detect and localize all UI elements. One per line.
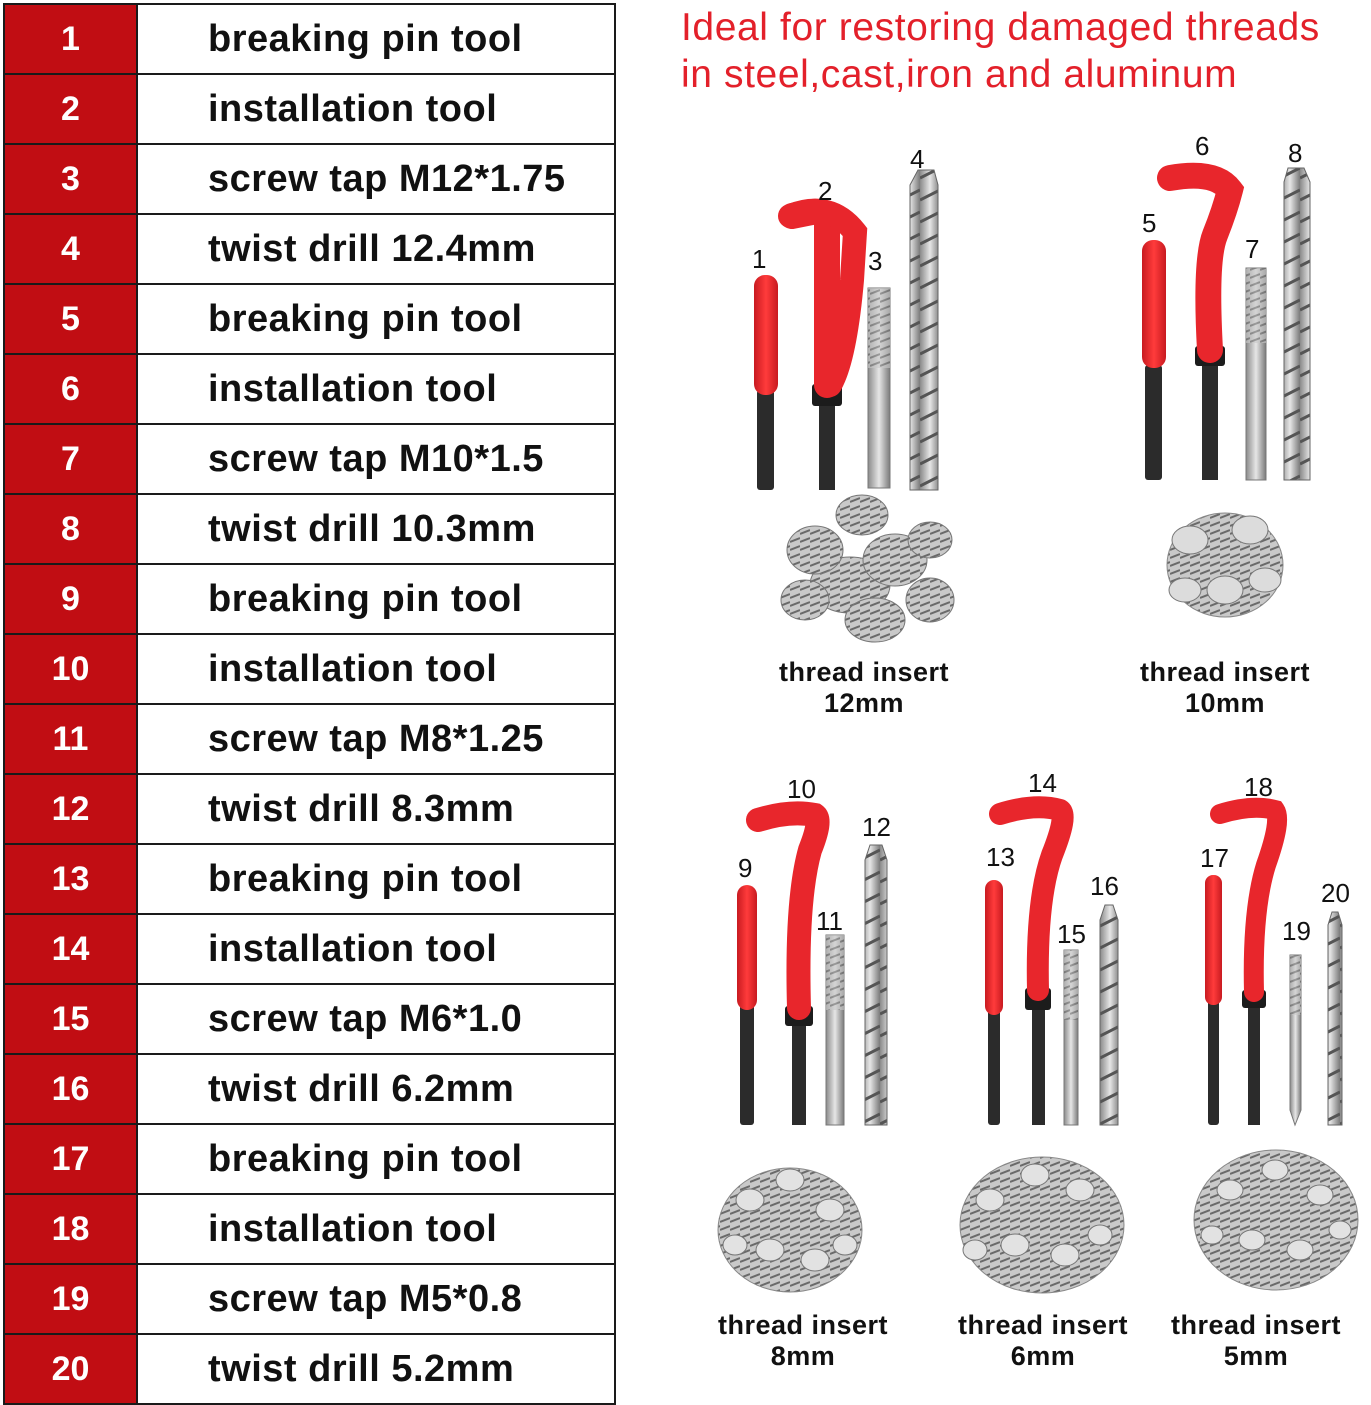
table-row [4, 4, 615, 74]
caption-line-1: thread insert [957, 1310, 1129, 1340]
part-number: 10 [4, 634, 137, 704]
table-row [4, 214, 615, 284]
twist-drill-4 [910, 170, 938, 490]
thread-insert-pile-10mm [1167, 513, 1283, 617]
caption-line-1: thread insert [1170, 1310, 1342, 1340]
table-row [4, 564, 615, 634]
tool-label-13: 13 [986, 842, 1015, 872]
part-number: 3 [4, 144, 137, 214]
thread-insert-pile-8mm [718, 1168, 862, 1292]
table-row [4, 74, 615, 144]
tool-label-15: 15 [1057, 919, 1086, 949]
tool-label-7: 7 [1245, 234, 1260, 264]
screw-tap-7 [1246, 268, 1266, 480]
tool-label-12: 12 [862, 812, 891, 842]
part-number: 2 [4, 74, 137, 144]
caption-line-2: 6mm [1010, 1341, 1076, 1371]
part-name: twist drill 5.2mm [137, 1334, 615, 1404]
part-number: 5 [4, 284, 137, 354]
tool-label-2: 2 [818, 176, 833, 206]
table-row [4, 844, 615, 914]
part-name: breaking pin tool [137, 4, 615, 74]
parts-table-body [4, 4, 615, 1404]
thread-insert-pile-5mm [1194, 1150, 1358, 1290]
part-number: 16 [4, 1054, 137, 1124]
caption-line-2: 10mm [1184, 688, 1266, 718]
kit-8mm [718, 774, 891, 1292]
part-name: screw tap M12*1.75 [137, 144, 615, 214]
installation-tool-10 [758, 813, 818, 1125]
part-name: screw tap M5*0.8 [137, 1264, 615, 1334]
caption-line-1: thread insert [717, 1310, 889, 1340]
tool-label-11: 11 [816, 906, 843, 936]
part-name: screw tap M10*1.5 [137, 424, 615, 494]
breaking-pin-tool-9 [737, 885, 757, 1125]
caption-thread-insert-8mm [693, 1310, 913, 1372]
screw-tap-15 [1064, 950, 1078, 1125]
headline-line-2: in steel,cast,iron and aluminum [681, 53, 1238, 96]
part-name: twist drill 8.3mm [137, 774, 615, 844]
part-number: 4 [4, 214, 137, 284]
kit-5mm [1194, 772, 1358, 1290]
part-name: installation tool [137, 354, 615, 424]
table-row [4, 1054, 615, 1124]
table-row [4, 424, 615, 494]
kit-6mm [960, 768, 1124, 1293]
part-number: 1 [4, 4, 137, 74]
part-name: breaking pin tool [137, 564, 615, 634]
table-row [4, 1264, 615, 1334]
table-row [4, 914, 615, 984]
twist-drill-12 [865, 845, 887, 1125]
part-number: 9 [4, 564, 137, 634]
part-number: 19 [4, 1264, 137, 1334]
part-name: installation tool [137, 914, 615, 984]
table-row [4, 704, 615, 774]
part-name: breaking pin tool [137, 844, 615, 914]
kit-12mm [752, 144, 954, 642]
table-row [4, 1194, 615, 1264]
table-row [4, 634, 615, 704]
headline-line-1: Ideal for restoring damaged threads [681, 6, 1320, 49]
kit-10mm [1142, 131, 1310, 617]
tool-label-9: 9 [738, 853, 753, 883]
table-row [4, 284, 615, 354]
parts-table [3, 3, 616, 1405]
tool-label-14: 14 [1028, 768, 1057, 798]
screw-tap-3 [868, 288, 890, 488]
tool-label-1: 1 [752, 244, 767, 274]
caption-line-2: 5mm [1223, 1341, 1289, 1371]
part-name: twist drill 10.3mm [137, 494, 615, 564]
part-name: installation tool [137, 1194, 615, 1264]
tool-label-17: 17 [1200, 843, 1229, 873]
part-name: twist drill 6.2mm [137, 1054, 615, 1124]
tools-illustration [640, 120, 1371, 1370]
part-number: 11 [4, 704, 137, 774]
screw-tap-19 [1290, 955, 1301, 1125]
part-number: 13 [4, 844, 137, 914]
tool-label-19: 19 [1282, 916, 1311, 946]
part-number: 12 [4, 774, 137, 844]
part-name: screw tap M6*1.0 [137, 984, 615, 1054]
part-number: 20 [4, 1334, 137, 1404]
part-number: 17 [4, 1124, 137, 1194]
part-name: breaking pin tool [137, 1124, 615, 1194]
twist-drill-20 [1328, 912, 1342, 1125]
caption-thread-insert-12mm [754, 657, 974, 719]
tool-label-4: 4 [910, 144, 925, 174]
table-row [4, 354, 615, 424]
part-name: installation tool [137, 74, 615, 144]
tool-label-18: 18 [1244, 772, 1273, 802]
part-name: installation tool [137, 634, 615, 704]
table-row [4, 1334, 615, 1404]
part-number: 6 [4, 354, 137, 424]
breaking-pin-tool-1 [754, 275, 778, 490]
table-row [4, 774, 615, 844]
caption-thread-insert-10mm [1115, 657, 1335, 719]
installation-tool-2 [790, 211, 855, 490]
thread-insert-pile-12mm [781, 495, 954, 642]
part-name: twist drill 12.4mm [137, 214, 615, 284]
tool-label-5: 5 [1142, 208, 1157, 238]
screw-tap-11 [826, 935, 844, 1125]
caption-line-2: 12mm [823, 688, 905, 718]
part-name: breaking pin tool [137, 284, 615, 354]
twist-drill-16 [1100, 905, 1118, 1125]
caption-thread-insert-5mm [1146, 1310, 1366, 1372]
tool-label-3: 3 [868, 246, 883, 276]
part-number: 7 [4, 424, 137, 494]
breaking-pin-tool-5 [1142, 240, 1166, 480]
breaking-pin-tool-17 [1205, 875, 1222, 1125]
tool-label-6: 6 [1195, 131, 1210, 161]
caption-line-2: 8mm [770, 1341, 836, 1371]
caption-thread-insert-6mm [933, 1310, 1153, 1372]
part-number: 15 [4, 984, 137, 1054]
table-row [4, 494, 615, 564]
tool-label-10: 10 [787, 774, 816, 804]
twist-drill-8 [1284, 168, 1310, 480]
table-row [4, 1124, 615, 1194]
caption-line-1: thread insert [778, 657, 950, 687]
breaking-pin-tool-13 [985, 880, 1003, 1125]
tool-label-8: 8 [1288, 138, 1303, 168]
headline [681, 4, 1371, 98]
tool-label-20: 20 [1321, 878, 1350, 908]
tool-label-16: 16 [1090, 871, 1119, 901]
table-row [4, 144, 615, 214]
caption-line-1: thread insert [1139, 657, 1311, 687]
part-number: 14 [4, 914, 137, 984]
installation-tool-6 [1170, 176, 1230, 480]
part-number: 18 [4, 1194, 137, 1264]
part-number: 8 [4, 494, 137, 564]
table-row [4, 984, 615, 1054]
thread-insert-pile-6mm [960, 1157, 1124, 1293]
part-name: screw tap M8*1.25 [137, 704, 615, 774]
